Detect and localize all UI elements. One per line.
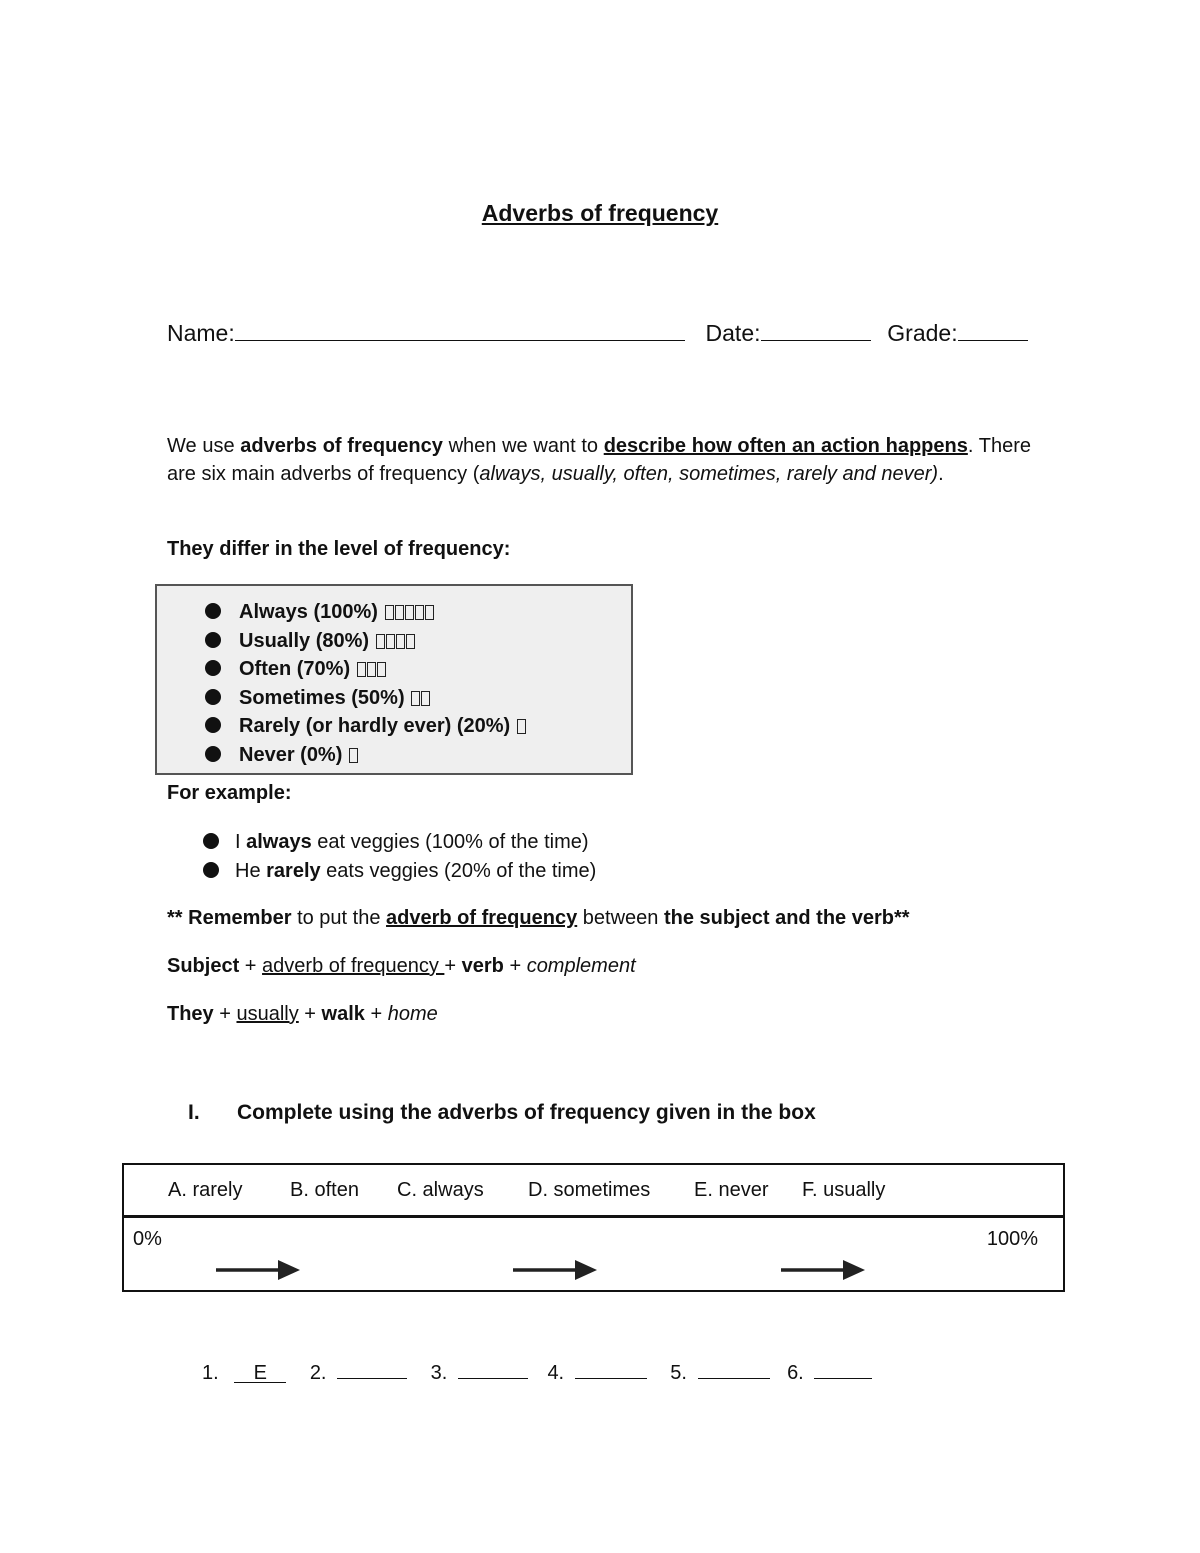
frequency-levels-list — [205, 598, 526, 770]
date-field[interactable] — [761, 318, 871, 341]
grade-field[interactable] — [958, 318, 1028, 341]
right-arrow-icon — [511, 1258, 601, 1282]
missing-glyph-icon — [406, 634, 415, 649]
option-d: D. sometimes — [528, 1179, 651, 1201]
missing-glyph-icon — [385, 605, 394, 620]
frequency-levels-box — [155, 584, 633, 775]
option-b: B. often — [290, 1179, 359, 1201]
answer-blank[interactable] — [337, 1358, 407, 1379]
answer-number: 6. — [787, 1362, 804, 1384]
missing-glyph-icon — [396, 634, 405, 649]
frequency-level-label: Rarely (or hardly ever) (20%) — [239, 715, 511, 738]
date-label: Date: — [705, 320, 761, 346]
frequency-level-label: Always (100%) — [239, 601, 378, 623]
answer-number: 2. — [309, 1362, 327, 1384]
answer-number: 4. — [547, 1362, 565, 1384]
frequency-level-item — [205, 684, 526, 713]
answer-blanks — [202, 1358, 872, 1385]
answer-number: 1. — [202, 1362, 219, 1384]
option-a: A. rarely — [168, 1179, 243, 1201]
frequency-level-item — [205, 655, 526, 684]
missing-glyph-icon — [517, 719, 526, 734]
missing-glyph-icon — [405, 605, 414, 620]
bullet-icon — [205, 660, 221, 676]
missing-glyph-icon — [357, 662, 366, 677]
frequency-level-label: Never (0%) — [239, 743, 343, 766]
adverb-options-box — [122, 1163, 1065, 1292]
exercise-number: I. — [188, 1101, 200, 1124]
option-e: E. never — [694, 1179, 769, 1201]
answer-blank[interactable] — [698, 1358, 770, 1379]
bullet-icon — [203, 833, 219, 849]
missing-glyph-icon — [376, 634, 385, 649]
frequency-level-item — [205, 627, 526, 656]
grade-label: Grade: — [887, 320, 958, 346]
scale-max-label: 100% — [986, 1228, 1038, 1250]
option-c: C. always — [397, 1179, 484, 1201]
levels-heading: They differ in the level of frequency: — [167, 538, 511, 560]
right-arrow-icon — [779, 1258, 869, 1282]
frequency-level-item — [205, 712, 526, 741]
missing-glyph-icon — [367, 662, 376, 677]
missing-glyph-icon — [377, 662, 386, 677]
missing-glyph-icon — [425, 605, 434, 620]
bullet-icon — [205, 689, 221, 705]
frequency-level-label: Usually (80%) — [239, 629, 370, 652]
option-f: F. usually — [802, 1179, 886, 1201]
name-label: Name: — [167, 320, 235, 346]
frequency-level-label: Often (70%) — [239, 658, 351, 681]
missing-glyph-icon — [349, 748, 358, 763]
name-field[interactable] — [235, 318, 685, 341]
missing-glyph-icon — [395, 605, 404, 620]
exercise-instruction: Complete using the adverbs of frequency given in the box — [237, 1101, 816, 1124]
frequency-level-item — [205, 741, 526, 770]
missing-glyph-icon — [386, 634, 395, 649]
missing-glyph-icon — [411, 691, 420, 706]
frequency-level-label: Sometimes (50%) — [239, 686, 405, 709]
structure-example: They + usually + walk + home — [167, 1003, 438, 1025]
scale-min-label: 0% — [133, 1228, 162, 1250]
page-title: Adverbs of frequency — [481, 200, 719, 226]
right-arrow-icon — [214, 1258, 304, 1282]
remember-note: ** Remember to put the adverb of frequency between the subject and the verb** — [167, 907, 910, 929]
example-item: I always eat veggies (100% of the time) — [203, 828, 596, 857]
bullet-icon — [205, 717, 221, 733]
examples — [203, 828, 596, 886]
frequency-level-item — [205, 598, 526, 627]
answer-blank[interactable] — [814, 1358, 872, 1379]
example-heading: For example: — [167, 782, 292, 804]
answer-blank[interactable] — [458, 1358, 528, 1379]
bullet-icon — [205, 632, 221, 648]
student-info-fields — [167, 318, 1028, 347]
options-row — [124, 1165, 1063, 1218]
bullet-icon — [203, 862, 219, 878]
bullet-icon — [205, 746, 221, 762]
structure-formula: Subject + adverb of frequency + verb + complement — [167, 955, 636, 977]
bullet-icon — [205, 603, 221, 619]
intro-paragraph: We use adverbs of frequency when we want to describe how often an action happens. There are six main adverbs of frequency (always, usually, often, sometimes, rarely and never). — [167, 435, 1031, 485]
answer-blank[interactable] — [575, 1358, 647, 1379]
answer-number: 5. — [670, 1362, 687, 1384]
missing-glyph-icon — [415, 605, 424, 620]
missing-glyph-icon — [421, 691, 430, 706]
answer-number: 3. — [430, 1362, 448, 1384]
answer-blank[interactable]: E — [234, 1362, 286, 1383]
example-item: He rarely eats veggies (20% of the time) — [203, 857, 596, 886]
